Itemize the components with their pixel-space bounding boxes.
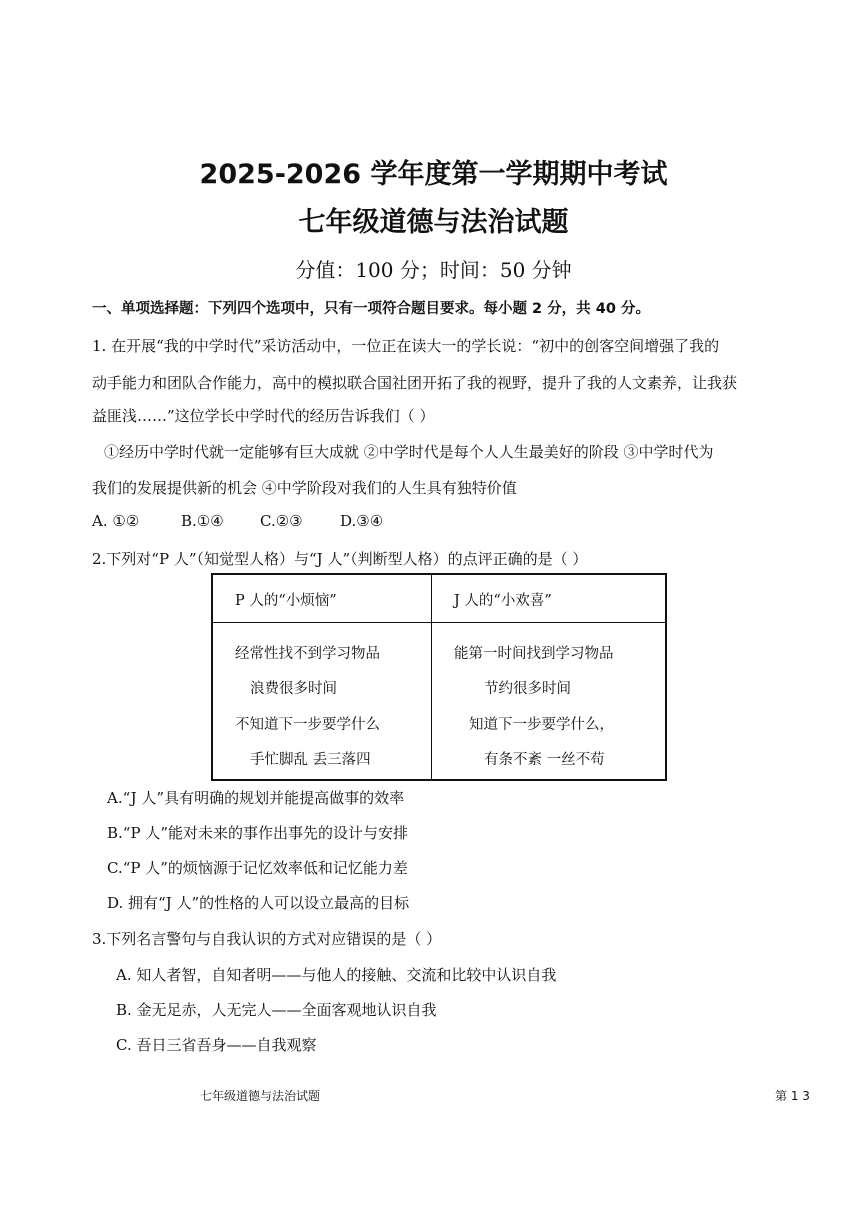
footer-page-number: 第 1 3: [775, 1089, 810, 1103]
q2-option-a: A.“J 人”具有明确的规划并能提高做事的效率: [107, 789, 405, 807]
exam-title: 2025-2026 学年度第一学期期中考试: [199, 159, 668, 190]
table-header-j-label: J 人的“小欢喜”: [454, 593, 552, 609]
q3-option-c: C. 吾日三省吾身——自我观察: [116, 1036, 317, 1054]
p-line-4: 手忙脚乱 丢三落四: [250, 752, 371, 768]
j-line-4: 有条不紊 一丝不苟: [484, 752, 605, 768]
q2-option-b: B.“P 人”能对未来的事作出事先的设计与安排: [107, 824, 408, 842]
q3-option-a: A. 知人者智，自知者明——与他人的接触、交流和比较中认识自我: [116, 966, 557, 984]
q1-option-c: C.②③: [260, 512, 303, 530]
q2-option-c: C.“P 人”的烦恼源于记忆效率低和记忆能力差: [107, 859, 408, 877]
q1-stem-line-3: 益匪浅……”这位学长中学时代的经历告诉我们（ ）: [92, 407, 435, 425]
q1-statements-line-2: 我们的发展提供新的机会 ④中学阶段对我们的人生具有独特价值: [92, 479, 517, 497]
comparison-table: [211, 573, 667, 781]
p-line-1: 经常性找不到学习物品: [235, 645, 380, 662]
p-line-3: 不知道下一步要学什么: [235, 716, 380, 733]
exam-subject-title: 七年级道德与法治试题: [298, 207, 569, 238]
q2-option-d: D. 拥有“J 人”的性格的人可以设立最高的目标: [107, 894, 410, 912]
j-line-3: 知道下一步要学什么，: [469, 716, 614, 733]
q2-stem: 2.下列对“P 人”（知觉型人格）与“J 人”（判断型人格）的点评正确的是（ ）: [92, 550, 588, 568]
q1-stem-line-2: 动手能力和团队合作能力，高中的模拟联合国社团开拓了我的视野，提升了我的人文素养，让我获: [92, 374, 738, 392]
table-header-j: [432, 574, 667, 622]
table-header-p: [212, 574, 432, 622]
q1-option-a: A. ①②: [92, 512, 140, 530]
q3-option-b: B. 金无足赤，人无完人——全面客观地认识自我: [116, 1001, 437, 1019]
q1-statements-line-1: ①经历中学时代就一定能够有巨大成就 ②中学时代是每个人人生最美好的阶段 ③中学时代为: [104, 443, 714, 461]
table-cell-j: [432, 622, 667, 780]
q1-option-d: D.③④: [340, 512, 384, 530]
footer-subject: 七年级道德与法治试题: [200, 1089, 321, 1103]
j-line-1: 能第一时间找到学习物品: [454, 645, 614, 662]
section-heading: 一、单项选择题：下列四个选项中，只有一项符合题目要求。每小题 2 分，共 40 分。: [92, 301, 650, 317]
p-line-2: 浪费很多时间: [250, 681, 337, 697]
q1-option-b: B.①④: [181, 512, 224, 530]
exam-score-time: 分值：100 分；时间：50 分钟: [295, 258, 572, 282]
table-header-p-label: P 人的“小烦恼”: [235, 593, 337, 609]
q3-stem: 3.下列名言警句与自我认识的方式对应错误的是（ ）: [92, 930, 442, 948]
q1-stem-line-1: 1. 在开展“我的中学时代”采访活动中，一位正在读大一的学长说：“初中的创客空间增强了我的: [92, 337, 720, 355]
table-cell-p: [212, 622, 432, 780]
j-line-2: 节约很多时间: [484, 681, 571, 697]
